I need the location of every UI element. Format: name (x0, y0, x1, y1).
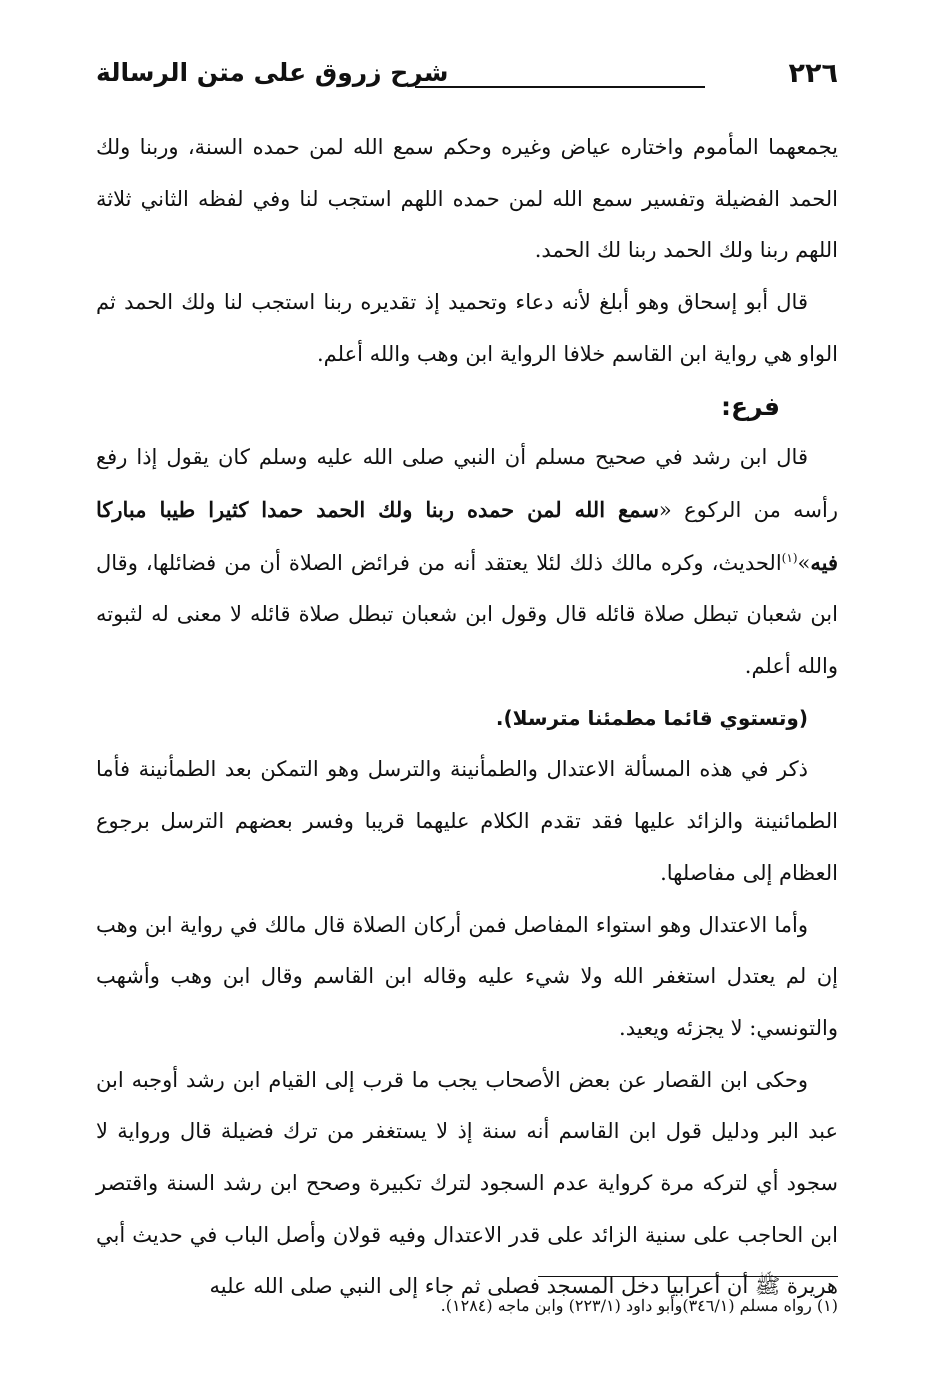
paragraph-3-continued: الحديث، وكره مالك ذلك لئلا يعتقد أنه من فرائض الصلاة أن من فضائلها، وقال ابن شعبان تبطل صلاة قائله قال وقول ابن شعبان تبطل صلاة قائله لا معنى له لثبوته والله أعلم. (96, 550, 838, 679)
paragraph-3 (96, 432, 838, 693)
paragraph-3-text: قال ابن رشد في صحيح مسلم أن النبي صلى الله عليه وسلم كان يقول إذا رفع رأسه من الركوع « (96, 445, 839, 522)
paragraph-5: وأما الاعتدال وهو استواء المفاصل فمن أركان الصلاة قال مالك في رواية ابن وهب إن لم يعتدل استغفر الله ولا شيء عليه وقاله ابن القاسم وقال ابن وهب وأشهب والتونسي: لا يجزئه ويعيد. (96, 912, 838, 1040)
paragraph-6: وحكى ابن القصار عن بعض الأصحاب يجب ما قرب إلى القيام ابن رشد أوجبه ابن عبد البر ودليل قول ابن القاسم أنه سنة إذ لا يستغفر من ترك فضيلة قال ورواية لا سجود أي لتركه مرة كرواية عدم السجود لترك تكبيرة وصحح ابن رشد السنة واقتصر ابن الحاجب على سنية الزائد على قدر الاعتدال وفيه قولان وأصل الباب في حديث أبي هريرة ﷺ أن أعرابيا دخل المسجد فصلى ثم جاء إلى النبي صلى الله عليه (96, 1067, 838, 1299)
page-number: ٢٢٦ (788, 58, 838, 89)
paragraph-1: يجمعهما المأموم واختاره عياض وغيره وحكم سمع الله لمن حمده السنة، وربنا ولك الحمد الفضيلة وتفسير سمع الله لمن حمده اللهم استجب لنا وفي لفظه الثاني ثلاثة اللهم ربنا ولك الحمد ربنا لك الحمد. (96, 135, 838, 263)
main-text (96, 122, 838, 1313)
section-heading: فرع: (721, 391, 780, 421)
footnote: (١) رواه مسلم (٣٤٦/١)وأبو داود (٢٢٣/١) وابن ماجه (١٢٨٤). (440, 1296, 838, 1315)
text-subheading: (وتستوي قائما مطمئنا مترسلا). (495, 705, 808, 730)
paragraph-4: ذكر في هذه المسألة الاعتدال والطمأنينة والترسل وهو التمكن بعد الطمأنينة فأما الطمائنينة والزائد عليها فقد تقدم الكلام عليهما قريبا وفسر بعضهم الترسل برجوع العظام إلى مفاصلها. (96, 757, 838, 885)
paragraph-2: قال أبو إسحاق وهو أبلغ لأنه دعاء وتحميد إذ تقديره ربنا استجب لنا ولك الحمد ثم الواو هي رواية ابن القاسم خلافا الرواية ابن وهب والله أعلم. (96, 290, 838, 366)
running-header (96, 58, 838, 102)
book-title: شرح زروق على متن الرسالة (96, 58, 449, 87)
footnote-rule (538, 1276, 838, 1277)
quote-close: » (797, 550, 811, 575)
hadith-quote: سمع الله لمن حمده ربنا ولك الحمد حمدا كثيرا طيبا مباركا فيه (96, 496, 838, 575)
header-rule (415, 86, 705, 88)
footnote-marker[interactable]: (١) (781, 550, 798, 565)
